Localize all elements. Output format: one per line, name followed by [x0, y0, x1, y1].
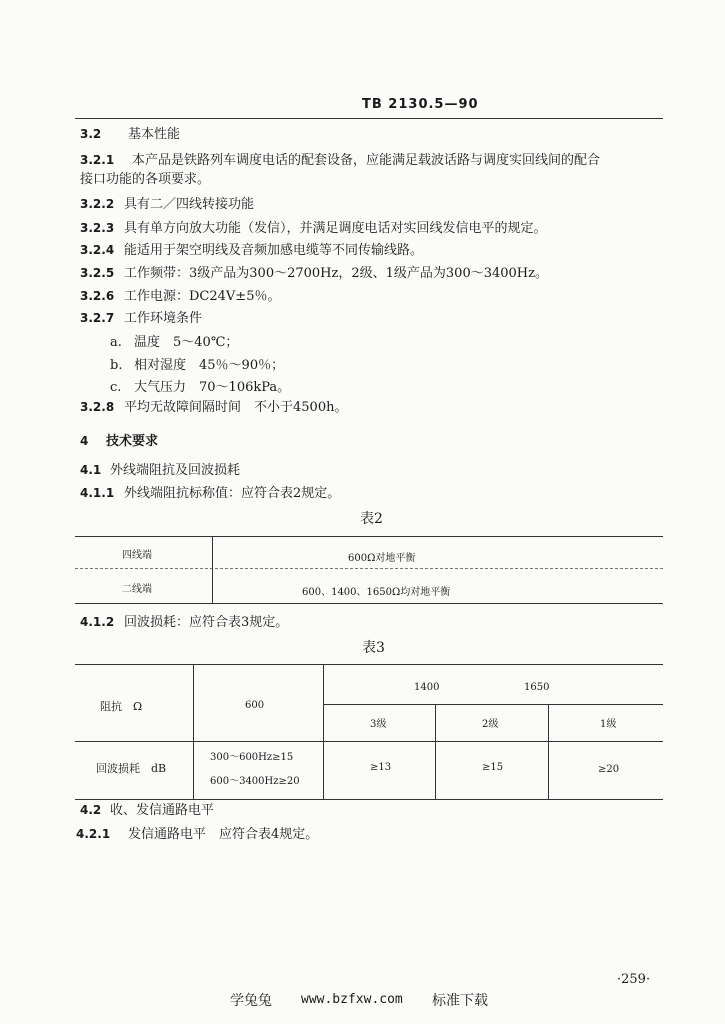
table3-caption: 表3 [362, 640, 385, 656]
item-text: 工作环境条件 [124, 311, 203, 326]
table3-col-divider [435, 704, 436, 799]
table2-mid-rule [75, 568, 663, 569]
table2-bottom-rule [75, 603, 663, 604]
item-4-1 [80, 460, 240, 481]
item-3-2-1 [80, 150, 600, 171]
item-number: 3.2.1 [80, 153, 115, 167]
footer-url[interactable]: www.bzfxw.com [301, 992, 403, 1007]
footer-site-name: 学兔兔 [230, 993, 272, 1009]
table2-row-value: 600、1400、1650Ω均对地平衡 [302, 587, 451, 598]
item-text: 具有单方向放大功能（发信），并满足调度电话对实回线发信电平的规定。 [124, 221, 547, 236]
table3-top-rule [75, 664, 663, 665]
item-text: 外线端阻抗及回波损耗 [110, 463, 241, 478]
env-text: 温度 5～40℃； [134, 335, 239, 350]
item-number: 4.1 [80, 463, 102, 477]
grade-1: 1级 [600, 719, 617, 730]
grade-3: 3级 [370, 719, 387, 730]
freq-range-1: 300～600Hz≥15 [210, 752, 294, 763]
table3-col-divider [548, 704, 549, 799]
item-number: 3.2.7 [80, 311, 115, 325]
table2-col-divider [212, 536, 213, 603]
item-text: 收、发信通路电平 [110, 803, 215, 818]
item-3-2-8 [80, 397, 347, 418]
return-loss-grade2: ≥15 [482, 762, 504, 773]
item-number: 3.2.3 [80, 221, 115, 235]
item-text: 工作电源：DC24V±5％。 [124, 289, 281, 304]
table3-grade-rule [323, 704, 663, 705]
item-number: 4.1.2 [80, 615, 115, 629]
item-text: 工作频带：3级产品为300～2700Hz，2级、1级产品为300～3400Hz。 [124, 266, 548, 281]
item-text: 具有二／四线转接功能 [124, 197, 255, 212]
item-text: 接口功能的各项要求。 [80, 172, 211, 187]
env-text: 大气压力 70～106kPa。 [134, 380, 291, 395]
item-4-1-2 [80, 612, 288, 633]
table3-col-divider [193, 664, 194, 799]
item-text: 平均无故障间隔时间 不小于4500h。 [124, 400, 348, 415]
item-number: 3.2.6 [80, 289, 115, 303]
impedance-1650: 1650 [524, 682, 550, 693]
impedance-1400: 1400 [414, 682, 440, 693]
env-label: a. [110, 335, 122, 350]
impedance-600: 600 [245, 700, 265, 711]
item-3-2-5 [80, 263, 548, 284]
env-label: b. [110, 358, 123, 373]
item-3-2-6 [80, 286, 280, 307]
table3-mid-rule [75, 741, 663, 742]
table3-col-divider [323, 664, 324, 799]
table2-row-value: 600Ω对地平衡 [348, 553, 416, 564]
item-number: 3.2 [80, 127, 102, 141]
return-loss-grade3: ≥13 [370, 762, 392, 773]
item-4-1-1 [80, 483, 340, 504]
env-humidity [110, 354, 284, 373]
item-text: 外线端阻抗标称值：应符合表2规定。 [124, 486, 341, 501]
item-3-2 [80, 124, 180, 145]
item-number: 3.2.4 [80, 243, 115, 257]
item-text: 本产品是铁路列车调度电话的配套设备，应能满足载波话路与调度实回线间的配合 [132, 153, 601, 168]
item-text: 回波损耗：应符合表3规定。 [124, 615, 289, 630]
item-text: 发信通路电平 应符合表4规定。 [128, 827, 319, 842]
env-temperature [110, 331, 238, 350]
table2-caption: 表2 [360, 511, 383, 527]
item-text: 能适用于架空明线及音频加感电缆等不同传输线路。 [124, 243, 424, 258]
item-number: 4.2 [80, 803, 102, 817]
freq-range-2: 600～3400Hz≥20 [210, 776, 300, 787]
item-3-2-7 [80, 308, 202, 329]
item-4-2 [80, 800, 214, 821]
header-rule [75, 118, 663, 119]
page-number: ·259· [617, 972, 651, 987]
env-label: c. [110, 380, 122, 395]
standard-header: TB 2130.5—90 [362, 97, 479, 112]
env-text: 相对湿度 45％～90％； [134, 358, 285, 373]
item-number: 3.2.5 [80, 266, 115, 280]
table2-top-rule [75, 536, 663, 537]
section-number: 4 [80, 434, 89, 448]
return-loss-label: 回波损耗 dB [96, 762, 167, 775]
grade-2: 2级 [482, 719, 499, 730]
item-number: 3.2.8 [80, 400, 115, 414]
impedance-label: 阻抗 Ω [100, 700, 143, 713]
item-3-2-2 [80, 194, 254, 215]
item-text: 基本性能 [128, 127, 181, 142]
section-4-heading [80, 431, 158, 452]
item-number: 3.2.2 [80, 197, 115, 211]
item-number: 4.2.1 [76, 827, 111, 841]
footer-label: 标准下载 [432, 993, 488, 1009]
item-3-2-3 [80, 218, 547, 239]
item-3-2-4 [80, 240, 423, 261]
table2-row-label: 四线端 [122, 550, 152, 561]
item-3-2-1-cont [80, 170, 210, 190]
return-loss-grade1: ≥20 [598, 764, 620, 775]
table2-row-label: 二线端 [122, 584, 152, 595]
item-4-2-1 [76, 824, 318, 845]
section-title: 技术要求 [106, 434, 159, 449]
env-pressure [110, 376, 290, 395]
item-number: 4.1.1 [80, 486, 115, 500]
